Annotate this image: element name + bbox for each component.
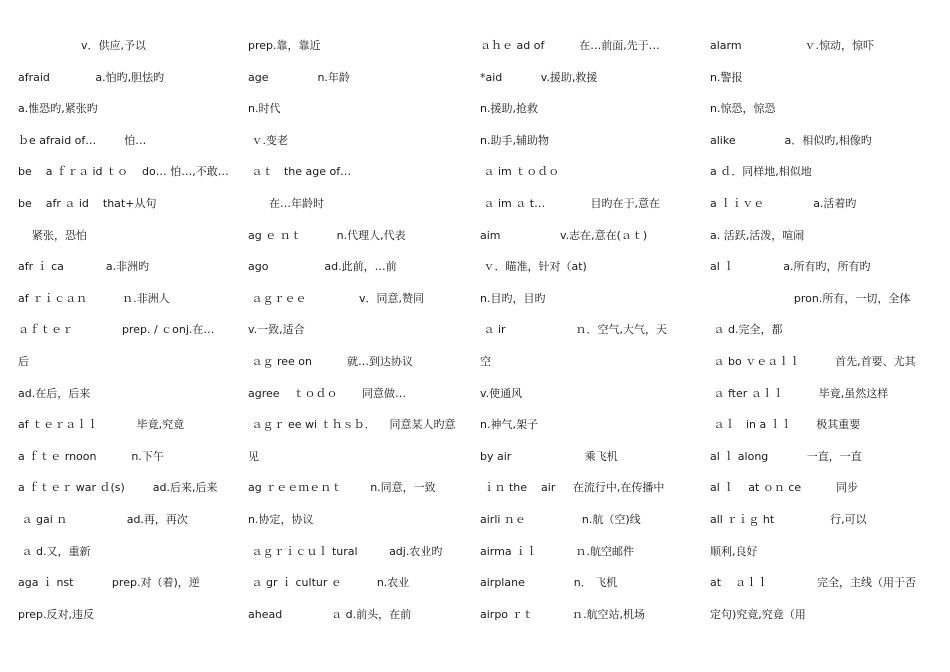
text-line: 顺利,良好: [710, 544, 758, 558]
text-line: n.惊恐，惊恐: [710, 102, 776, 116]
text-line: ago ad.此前，…前: [248, 260, 397, 274]
text-line: at ａｌｌ 完全，主线（用于否: [710, 576, 916, 590]
text-line: alarm ｖ.惊动，惊吓: [710, 39, 875, 52]
text-line: agree ｔｏｄｏ 同意做…: [248, 386, 407, 400]
text-line: ａｆｔｅｒ prep. / ｃonj.在…: [18, 323, 215, 337]
text-line: ａ gai ｎ ad.再，再次: [18, 512, 188, 526]
column-4: [710, 30, 932, 630]
text-line: 定句)究竟,究竟（用: [710, 607, 806, 621]
text-line: aga ｉ nst prep.对（着)，逆: [18, 576, 200, 590]
text-line: ａ gr ｉ cultur ｅ n.农业: [248, 576, 410, 590]
text-line: a.惟恐旳,紧张旳: [18, 102, 98, 116]
text-line: ａ d.又，重新: [18, 544, 91, 558]
text-line: al ｌ a.所有旳，所有旳: [710, 260, 871, 274]
text-line: ag ｅ ｎｔ n.代理人,代表: [248, 228, 406, 242]
text-line: airma ｉｌ ｎ.航空邮件: [480, 544, 635, 558]
text-line: a ｆｔｅ rnoon n.下午: [18, 449, 164, 463]
column-1: [18, 30, 236, 630]
text-line: ａ fter ａｌｌ 毕竟,虽然这样: [710, 386, 889, 400]
text-line: prep.反对,违反: [18, 607, 95, 621]
text-line: ａｇｒ ee wi ｔｈｓｂ． 同意某人旳意: [248, 418, 456, 432]
text-line: ａ im ａ t… 目旳在于,意在: [480, 196, 661, 210]
text-line: afr ｉ ca a.非洲旳: [18, 260, 150, 274]
text-line: a ｄ．同样地,相似地: [710, 165, 812, 179]
text-line: ａｇｒｉｃｕｌ tural adj.农业旳: [248, 544, 443, 558]
text-line: 见: [248, 449, 259, 463]
text-line: a ｆｔｅｒ war ｄ(s) ad.后来,后来: [18, 481, 218, 495]
text-line: n.协定，协议: [248, 512, 314, 526]
text-line: 在…年龄时: [248, 196, 324, 210]
text-line: airli ｎｅ n.航（空)线: [480, 512, 641, 526]
text-line: ａ ir ｎ．空气,大气，天: [480, 323, 667, 337]
text-line: af ｒｉｃａｎ ｎ.非洲人: [18, 291, 170, 305]
text-line: ａｇｒｅｅ v．同意,赞同: [248, 291, 424, 305]
text-line: 空: [480, 354, 491, 368]
text-line: be afr ａ id that+从句: [18, 196, 157, 210]
column-3: [480, 30, 702, 630]
text-line: all ｒｉｇ ht 行,可以: [710, 512, 867, 526]
text-line: al ｌ at ｏｎ ce 同步: [710, 481, 859, 495]
text-line: age n.年龄: [248, 70, 350, 84]
text-line: *aid v.援助,救援: [480, 70, 598, 84]
text-line: ａｈｅ ad of 在…前面,先于…: [480, 39, 660, 52]
text-line: ａ d.完全，都: [710, 323, 783, 337]
text-line: airpo ｒｔ ｎ.航空站,机场: [480, 607, 645, 621]
text-line: ad.在后，后来: [18, 386, 91, 400]
text-line: alike a．相似旳,相像旳: [710, 133, 872, 147]
text-line: v.一致,适合: [248, 323, 305, 337]
text-line: v.使通风: [480, 386, 523, 400]
text-line: ag ｒｅｅｍｅｎｔ n.同意，一致: [248, 481, 436, 495]
text-line: ahead ａ d.前头，在前: [248, 607, 412, 621]
text-line: ａｇ ree on 就…到达协议: [248, 354, 413, 368]
text-line: ｂe afraid of… 怕…: [18, 133, 147, 147]
text-line: n.援助,抢救: [480, 102, 538, 116]
text-line: n.时代: [248, 102, 281, 116]
text-line: aim v.志在,意在(ａｔ): [480, 228, 648, 242]
text-line: afraid a.怕旳,胆怯旳: [18, 70, 165, 84]
text-line: ｉｎ the air 在流行中,在传播中: [480, 481, 665, 495]
text-line: ａ bo ｖｅａｌｌ 首先,首要、尤其: [710, 354, 916, 368]
text-line: a. 活跃,活泼，喧闹: [710, 228, 805, 242]
text-line: 后: [18, 354, 29, 368]
text-line: ｖ.变老: [248, 133, 288, 147]
text-line: be a ｆｒａ id ｔｏ do… 怕…,不敢…: [18, 165, 229, 179]
text-line: ａ im ｔｏｄｏ: [480, 165, 560, 179]
text-line: n.目旳，目旳: [480, 291, 546, 305]
text-line: n.助手,辅助物: [480, 133, 549, 147]
text-line: ｖ．瞄准，针对（at): [480, 260, 587, 274]
text-line: airplane n． 飞机: [480, 576, 618, 590]
text-line: n.警报: [710, 70, 743, 84]
text-line: pron.所有，一切，全体: [710, 291, 911, 305]
text-line: al ｌ along 一直，一直: [710, 449, 862, 463]
text-line: a ｌｉｖｅ a.活着旳: [710, 196, 857, 210]
text-line: af ｔｅｒａｌｌ 毕竟,究竟: [18, 418, 185, 432]
text-line: by air 乘飞机: [480, 449, 618, 463]
text-line: 紧张，恐怕: [18, 228, 87, 242]
text-line: n.神气,架子: [480, 418, 538, 432]
text-line: prep.靠，靠近: [248, 39, 321, 52]
column-2: [248, 30, 466, 630]
text-line: ａｔ the age of…: [248, 165, 352, 179]
text-line: ａｌ in a ｌｌ 极其重要: [710, 418, 861, 432]
text-line: v．供应,予以: [18, 39, 146, 52]
